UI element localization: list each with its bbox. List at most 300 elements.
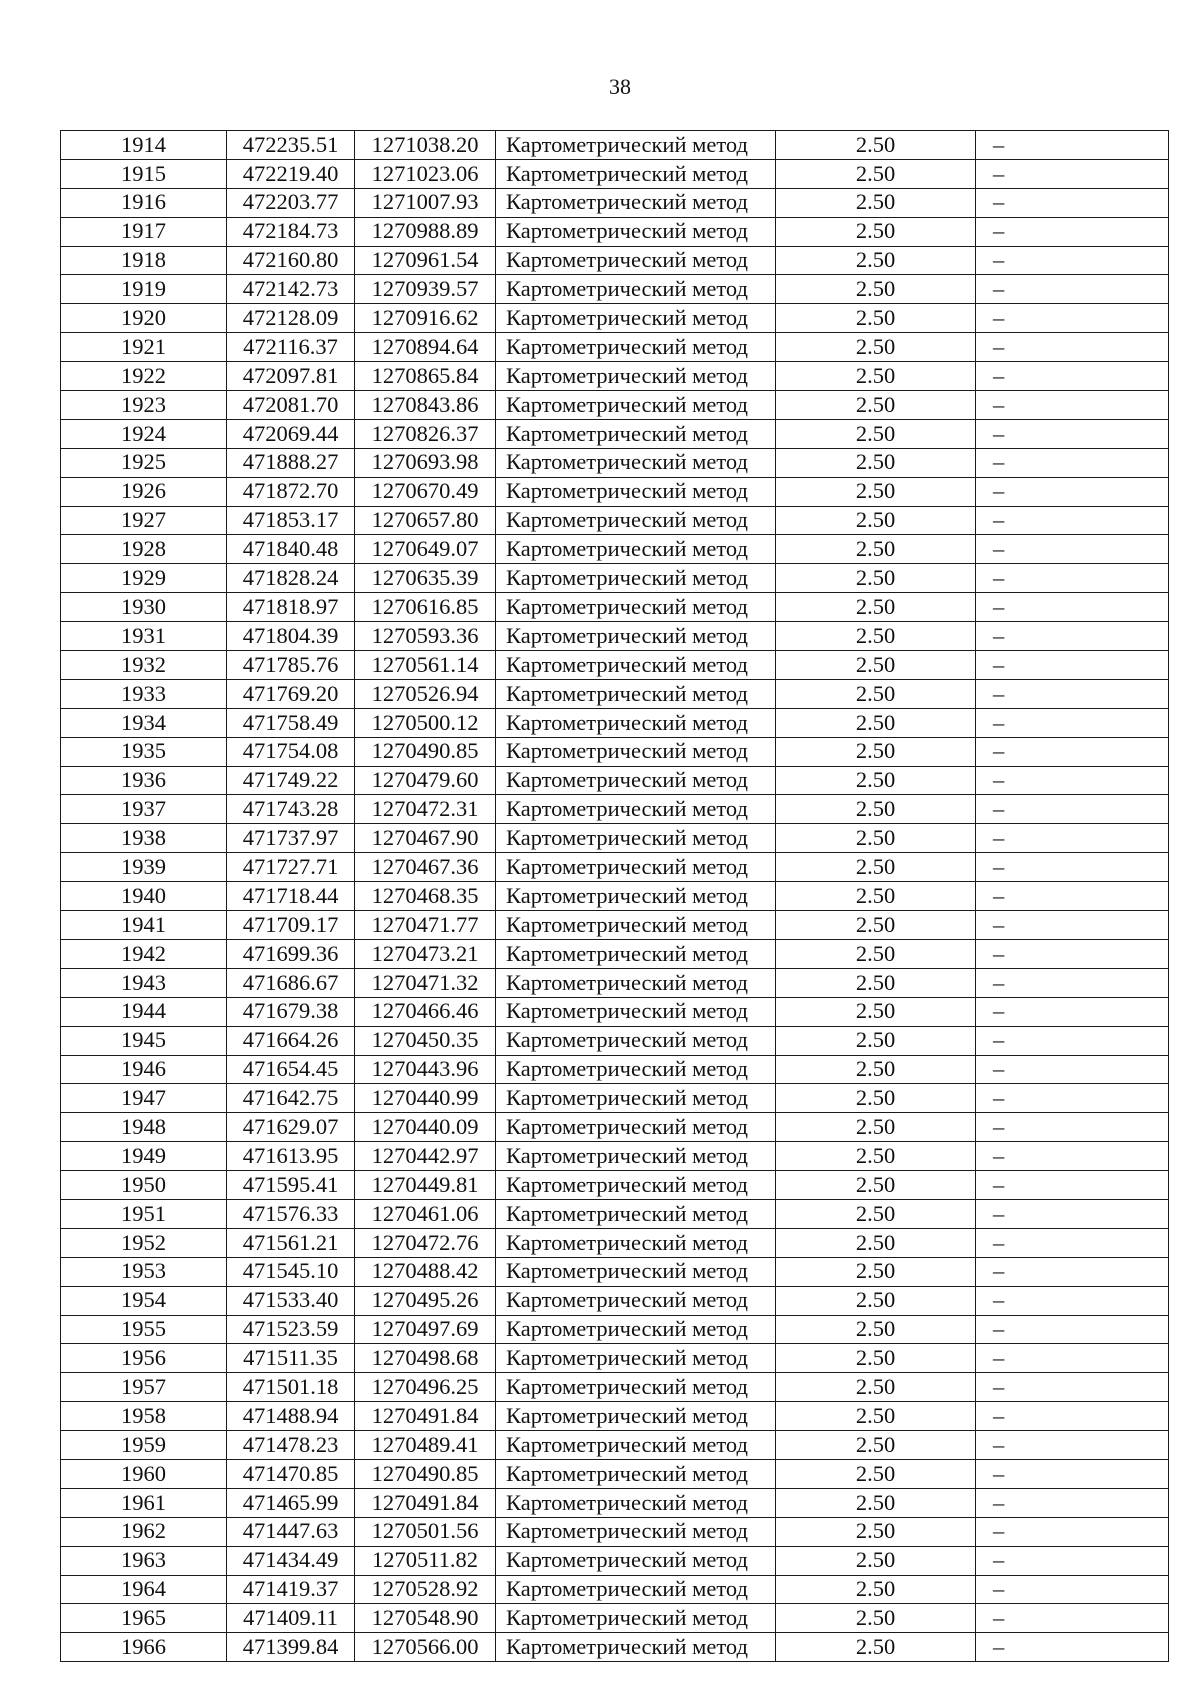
point-number-cell: 1965 — [61, 1604, 227, 1633]
method-cell: Картометрический метод — [496, 1113, 776, 1142]
note-cell: – — [976, 1517, 1169, 1546]
table-row — [61, 275, 1169, 304]
method-cell: Картометрический метод — [496, 911, 776, 940]
note-cell: – — [976, 1171, 1169, 1200]
point-number-cell: 1937 — [61, 795, 227, 824]
accuracy-cell: 2.50 — [776, 766, 976, 795]
x-coordinate-cell: 471629.07 — [227, 1113, 355, 1142]
y-coordinate-cell: 1270526.94 — [355, 679, 496, 708]
accuracy-cell: 2.50 — [776, 217, 976, 246]
method-cell: Картометрический метод — [496, 651, 776, 680]
method-cell: Картометрический метод — [496, 362, 776, 391]
method-cell: Картометрический метод — [496, 1142, 776, 1171]
note-cell: – — [976, 477, 1169, 506]
method-cell: Картометрический метод — [496, 1055, 776, 1084]
note-cell: – — [976, 1373, 1169, 1402]
note-cell: – — [976, 506, 1169, 535]
accuracy-cell: 2.50 — [776, 1517, 976, 1546]
method-cell: Картометрический метод — [496, 1517, 776, 1546]
x-coordinate-cell: 472184.73 — [227, 217, 355, 246]
accuracy-cell: 2.50 — [776, 651, 976, 680]
accuracy-cell: 2.50 — [776, 1546, 976, 1575]
note-cell: – — [976, 1344, 1169, 1373]
y-coordinate-cell: 1270472.76 — [355, 1228, 496, 1257]
y-coordinate-cell: 1270939.57 — [355, 275, 496, 304]
table-row — [61, 1546, 1169, 1575]
y-coordinate-cell: 1270670.49 — [355, 477, 496, 506]
x-coordinate-cell: 471478.23 — [227, 1431, 355, 1460]
table-row — [61, 246, 1169, 275]
accuracy-cell: 2.50 — [776, 737, 976, 766]
note-cell: – — [976, 997, 1169, 1026]
accuracy-cell: 2.50 — [776, 1171, 976, 1200]
y-coordinate-cell: 1270498.68 — [355, 1344, 496, 1373]
y-coordinate-cell: 1270473.21 — [355, 939, 496, 968]
method-cell: Картометрический метод — [496, 766, 776, 795]
accuracy-cell: 2.50 — [776, 1286, 976, 1315]
x-coordinate-cell: 471523.59 — [227, 1315, 355, 1344]
y-coordinate-cell: 1270471.77 — [355, 911, 496, 940]
y-coordinate-cell: 1270491.84 — [355, 1488, 496, 1517]
table-row — [61, 766, 1169, 795]
note-cell: – — [976, 593, 1169, 622]
x-coordinate-cell: 471561.21 — [227, 1228, 355, 1257]
table-row — [61, 853, 1169, 882]
method-cell: Картометрический метод — [496, 679, 776, 708]
table-row — [61, 1113, 1169, 1142]
note-cell: – — [976, 246, 1169, 275]
point-number-cell: 1927 — [61, 506, 227, 535]
x-coordinate-cell: 471399.84 — [227, 1633, 355, 1662]
note-cell: – — [976, 564, 1169, 593]
table-row — [61, 1055, 1169, 1084]
method-cell: Картометрический метод — [496, 593, 776, 622]
point-number-cell: 1917 — [61, 217, 227, 246]
note-cell: – — [976, 1459, 1169, 1488]
y-coordinate-cell: 1270961.54 — [355, 246, 496, 275]
note-cell: – — [976, 333, 1169, 362]
point-number-cell: 1918 — [61, 246, 227, 275]
note-cell: – — [976, 1431, 1169, 1460]
table-row — [61, 333, 1169, 362]
x-coordinate-cell: 471664.26 — [227, 1026, 355, 1055]
point-number-cell: 1954 — [61, 1286, 227, 1315]
y-coordinate-cell: 1270490.85 — [355, 737, 496, 766]
note-cell: – — [976, 1575, 1169, 1604]
y-coordinate-cell: 1270894.64 — [355, 333, 496, 362]
method-cell: Картометрический метод — [496, 217, 776, 246]
y-coordinate-cell: 1270495.26 — [355, 1286, 496, 1315]
x-coordinate-cell: 472235.51 — [227, 131, 355, 160]
table-row — [61, 1402, 1169, 1431]
method-cell: Картометрический метод — [496, 1286, 776, 1315]
accuracy-cell: 2.50 — [776, 159, 976, 188]
x-coordinate-cell: 471727.71 — [227, 853, 355, 882]
y-coordinate-cell: 1270657.80 — [355, 506, 496, 535]
accuracy-cell: 2.50 — [776, 1431, 976, 1460]
table-row — [61, 651, 1169, 680]
method-cell: Картометрический метод — [496, 535, 776, 564]
note-cell: – — [976, 1402, 1169, 1431]
method-cell: Картометрический метод — [496, 1431, 776, 1460]
method-cell: Картометрический метод — [496, 1402, 776, 1431]
table-row — [61, 1257, 1169, 1286]
method-cell: Картометрический метод — [496, 1459, 776, 1488]
y-coordinate-cell: 1270467.36 — [355, 853, 496, 882]
accuracy-cell: 2.50 — [776, 419, 976, 448]
point-number-cell: 1916 — [61, 188, 227, 217]
x-coordinate-cell: 471654.45 — [227, 1055, 355, 1084]
table-row — [61, 1431, 1169, 1460]
y-coordinate-cell: 1270450.35 — [355, 1026, 496, 1055]
y-coordinate-cell: 1270496.25 — [355, 1373, 496, 1402]
y-coordinate-cell: 1271007.93 — [355, 188, 496, 217]
note-cell: – — [976, 795, 1169, 824]
x-coordinate-cell: 472142.73 — [227, 275, 355, 304]
x-coordinate-cell: 471769.20 — [227, 679, 355, 708]
method-cell: Картометрический метод — [496, 333, 776, 362]
x-coordinate-cell: 471754.08 — [227, 737, 355, 766]
x-coordinate-cell: 472116.37 — [227, 333, 355, 362]
x-coordinate-cell: 471840.48 — [227, 535, 355, 564]
method-cell: Картометрический метод — [496, 1575, 776, 1604]
y-coordinate-cell: 1270443.96 — [355, 1055, 496, 1084]
table-row — [61, 737, 1169, 766]
x-coordinate-cell: 471409.11 — [227, 1604, 355, 1633]
method-cell: Картометрический метод — [496, 477, 776, 506]
table-row — [61, 968, 1169, 997]
method-cell: Картометрический метод — [496, 1633, 776, 1662]
point-number-cell: 1914 — [61, 131, 227, 160]
accuracy-cell: 2.50 — [776, 477, 976, 506]
accuracy-cell: 2.50 — [776, 882, 976, 911]
point-number-cell: 1956 — [61, 1344, 227, 1373]
method-cell: Картометрический метод — [496, 708, 776, 737]
method-cell: Картометрический метод — [496, 824, 776, 853]
y-coordinate-cell: 1270566.00 — [355, 1633, 496, 1662]
table-row — [61, 1575, 1169, 1604]
y-coordinate-cell: 1270511.82 — [355, 1546, 496, 1575]
x-coordinate-cell: 471686.67 — [227, 968, 355, 997]
x-coordinate-cell: 471872.70 — [227, 477, 355, 506]
point-number-cell: 1921 — [61, 333, 227, 362]
point-number-cell: 1962 — [61, 1517, 227, 1546]
table-row — [61, 535, 1169, 564]
accuracy-cell: 2.50 — [776, 968, 976, 997]
x-coordinate-cell: 471595.41 — [227, 1171, 355, 1200]
x-coordinate-cell: 472069.44 — [227, 419, 355, 448]
table-row — [61, 1171, 1169, 1200]
x-coordinate-cell: 471447.63 — [227, 1517, 355, 1546]
point-number-cell: 1940 — [61, 882, 227, 911]
point-number-cell: 1932 — [61, 651, 227, 680]
coordinates-table-body — [61, 131, 1169, 1662]
method-cell: Картометрический метод — [496, 997, 776, 1026]
table-row — [61, 939, 1169, 968]
accuracy-cell: 2.50 — [776, 853, 976, 882]
note-cell: – — [976, 1633, 1169, 1662]
method-cell: Картометрический метод — [496, 737, 776, 766]
table-row — [61, 1142, 1169, 1171]
method-cell: Картометрический метод — [496, 448, 776, 477]
note-cell: – — [976, 159, 1169, 188]
y-coordinate-cell: 1270988.89 — [355, 217, 496, 246]
accuracy-cell: 2.50 — [776, 1459, 976, 1488]
table-row — [61, 1633, 1169, 1662]
table-row — [61, 1315, 1169, 1344]
accuracy-cell: 2.50 — [776, 1257, 976, 1286]
table-row — [61, 188, 1169, 217]
note-cell: – — [976, 882, 1169, 911]
note-cell: – — [976, 1113, 1169, 1142]
y-coordinate-cell: 1270865.84 — [355, 362, 496, 391]
table-row — [61, 217, 1169, 246]
point-number-cell: 1959 — [61, 1431, 227, 1460]
accuracy-cell: 2.50 — [776, 1113, 976, 1142]
table-row — [61, 564, 1169, 593]
note-cell: – — [976, 304, 1169, 333]
x-coordinate-cell: 471718.44 — [227, 882, 355, 911]
x-coordinate-cell: 471419.37 — [227, 1575, 355, 1604]
accuracy-cell: 2.50 — [776, 188, 976, 217]
x-coordinate-cell: 471642.75 — [227, 1084, 355, 1113]
point-number-cell: 1963 — [61, 1546, 227, 1575]
point-number-cell: 1953 — [61, 1257, 227, 1286]
note-cell: – — [976, 708, 1169, 737]
accuracy-cell: 2.50 — [776, 911, 976, 940]
y-coordinate-cell: 1270635.39 — [355, 564, 496, 593]
note-cell: – — [976, 679, 1169, 708]
table-row — [61, 1488, 1169, 1517]
y-coordinate-cell: 1270497.69 — [355, 1315, 496, 1344]
x-coordinate-cell: 471758.49 — [227, 708, 355, 737]
method-cell: Картометрический метод — [496, 391, 776, 420]
x-coordinate-cell: 471743.28 — [227, 795, 355, 824]
accuracy-cell: 2.50 — [776, 564, 976, 593]
x-coordinate-cell: 471434.49 — [227, 1546, 355, 1575]
accuracy-cell: 2.50 — [776, 448, 976, 477]
method-cell: Картометрический метод — [496, 1026, 776, 1055]
note-cell: – — [976, 651, 1169, 680]
method-cell: Картометрический метод — [496, 1604, 776, 1633]
x-coordinate-cell: 472219.40 — [227, 159, 355, 188]
table-row — [61, 882, 1169, 911]
method-cell: Картометрический метод — [496, 564, 776, 593]
method-cell: Картометрический метод — [496, 622, 776, 651]
accuracy-cell: 2.50 — [776, 1026, 976, 1055]
note-cell: – — [976, 968, 1169, 997]
point-number-cell: 1920 — [61, 304, 227, 333]
coordinates-table — [60, 130, 1169, 1662]
table-row — [61, 1517, 1169, 1546]
accuracy-cell: 2.50 — [776, 506, 976, 535]
point-number-cell: 1966 — [61, 1633, 227, 1662]
x-coordinate-cell: 471888.27 — [227, 448, 355, 477]
method-cell: Картометрический метод — [496, 1257, 776, 1286]
method-cell: Картометрический метод — [496, 1084, 776, 1113]
accuracy-cell: 2.50 — [776, 1402, 976, 1431]
x-coordinate-cell: 471576.33 — [227, 1199, 355, 1228]
x-coordinate-cell: 472128.09 — [227, 304, 355, 333]
table-row — [61, 477, 1169, 506]
y-coordinate-cell: 1271023.06 — [355, 159, 496, 188]
point-number-cell: 1915 — [61, 159, 227, 188]
point-number-cell: 1952 — [61, 1228, 227, 1257]
x-coordinate-cell: 471679.38 — [227, 997, 355, 1026]
method-cell: Картометрический метод — [496, 882, 776, 911]
note-cell: – — [976, 131, 1169, 160]
note-cell: – — [976, 1055, 1169, 1084]
note-cell: – — [976, 824, 1169, 853]
accuracy-cell: 2.50 — [776, 246, 976, 275]
note-cell: – — [976, 391, 1169, 420]
table-row — [61, 131, 1169, 160]
table-row — [61, 997, 1169, 1026]
x-coordinate-cell: 471804.39 — [227, 622, 355, 651]
accuracy-cell: 2.50 — [776, 535, 976, 564]
method-cell: Картометрический метод — [496, 1199, 776, 1228]
note-cell: – — [976, 911, 1169, 940]
note-cell: – — [976, 1315, 1169, 1344]
y-coordinate-cell: 1270472.31 — [355, 795, 496, 824]
method-cell: Картометрический метод — [496, 853, 776, 882]
note-cell: – — [976, 1257, 1169, 1286]
accuracy-cell: 2.50 — [776, 1055, 976, 1084]
accuracy-cell: 2.50 — [776, 1199, 976, 1228]
note-cell: – — [976, 737, 1169, 766]
accuracy-cell: 2.50 — [776, 1142, 976, 1171]
y-coordinate-cell: 1270490.85 — [355, 1459, 496, 1488]
note-cell: – — [976, 275, 1169, 304]
table-row — [61, 362, 1169, 391]
note-cell: – — [976, 419, 1169, 448]
method-cell: Картометрический метод — [496, 131, 776, 160]
table-row — [61, 159, 1169, 188]
point-number-cell: 1955 — [61, 1315, 227, 1344]
point-number-cell: 1939 — [61, 853, 227, 882]
x-coordinate-cell: 472097.81 — [227, 362, 355, 391]
method-cell: Картометрический метод — [496, 159, 776, 188]
point-number-cell: 1949 — [61, 1142, 227, 1171]
note-cell: – — [976, 622, 1169, 651]
note-cell: – — [976, 535, 1169, 564]
point-number-cell: 1946 — [61, 1055, 227, 1084]
point-number-cell: 1934 — [61, 708, 227, 737]
accuracy-cell: 2.50 — [776, 622, 976, 651]
note-cell: – — [976, 1546, 1169, 1575]
table-row — [61, 622, 1169, 651]
table-row — [61, 304, 1169, 333]
x-coordinate-cell: 472081.70 — [227, 391, 355, 420]
y-coordinate-cell: 1270561.14 — [355, 651, 496, 680]
x-coordinate-cell: 471785.76 — [227, 651, 355, 680]
table-row — [61, 1604, 1169, 1633]
y-coordinate-cell: 1270466.46 — [355, 997, 496, 1026]
y-coordinate-cell: 1270501.56 — [355, 1517, 496, 1546]
table-row — [61, 795, 1169, 824]
method-cell: Картометрический метод — [496, 968, 776, 997]
point-number-cell: 1941 — [61, 911, 227, 940]
note-cell: – — [976, 1488, 1169, 1517]
table-row — [61, 1084, 1169, 1113]
point-number-cell: 1947 — [61, 1084, 227, 1113]
accuracy-cell: 2.50 — [776, 708, 976, 737]
table-row — [61, 1228, 1169, 1257]
point-number-cell: 1951 — [61, 1199, 227, 1228]
table-row — [61, 708, 1169, 737]
point-number-cell: 1928 — [61, 535, 227, 564]
y-coordinate-cell: 1270593.36 — [355, 622, 496, 651]
x-coordinate-cell: 471853.17 — [227, 506, 355, 535]
table-row — [61, 448, 1169, 477]
x-coordinate-cell: 471737.97 — [227, 824, 355, 853]
point-number-cell: 1936 — [61, 766, 227, 795]
accuracy-cell: 2.50 — [776, 593, 976, 622]
note-cell: – — [976, 188, 1169, 217]
x-coordinate-cell: 471511.35 — [227, 1344, 355, 1373]
accuracy-cell: 2.50 — [776, 1084, 976, 1113]
table-row — [61, 911, 1169, 940]
y-coordinate-cell: 1270468.35 — [355, 882, 496, 911]
note-cell: – — [976, 1142, 1169, 1171]
y-coordinate-cell: 1270548.90 — [355, 1604, 496, 1633]
accuracy-cell: 2.50 — [776, 391, 976, 420]
y-coordinate-cell: 1270528.92 — [355, 1575, 496, 1604]
note-cell: – — [976, 1084, 1169, 1113]
table-row — [61, 391, 1169, 420]
accuracy-cell: 2.50 — [776, 824, 976, 853]
y-coordinate-cell: 1270916.62 — [355, 304, 496, 333]
x-coordinate-cell: 471749.22 — [227, 766, 355, 795]
y-coordinate-cell: 1270440.09 — [355, 1113, 496, 1142]
x-coordinate-cell: 471818.97 — [227, 593, 355, 622]
y-coordinate-cell: 1270616.85 — [355, 593, 496, 622]
point-number-cell: 1964 — [61, 1575, 227, 1604]
table-row — [61, 1373, 1169, 1402]
table-row — [61, 506, 1169, 535]
y-coordinate-cell: 1270440.99 — [355, 1084, 496, 1113]
y-coordinate-cell: 1270488.42 — [355, 1257, 496, 1286]
accuracy-cell: 2.50 — [776, 939, 976, 968]
note-cell: – — [976, 1604, 1169, 1633]
note-cell: – — [976, 1286, 1169, 1315]
point-number-cell: 1957 — [61, 1373, 227, 1402]
method-cell: Картометрический метод — [496, 246, 776, 275]
table-row — [61, 1459, 1169, 1488]
method-cell: Картометрический метод — [496, 506, 776, 535]
accuracy-cell: 2.50 — [776, 1488, 976, 1517]
accuracy-cell: 2.50 — [776, 304, 976, 333]
method-cell: Картометрический метод — [496, 795, 776, 824]
point-number-cell: 1924 — [61, 419, 227, 448]
note-cell: – — [976, 939, 1169, 968]
point-number-cell: 1945 — [61, 1026, 227, 1055]
method-cell: Картометрический метод — [496, 1344, 776, 1373]
point-number-cell: 1933 — [61, 679, 227, 708]
method-cell: Картометрический метод — [496, 1315, 776, 1344]
method-cell: Картометрический метод — [496, 1228, 776, 1257]
y-coordinate-cell: 1270467.90 — [355, 824, 496, 853]
accuracy-cell: 2.50 — [776, 997, 976, 1026]
y-coordinate-cell: 1270471.32 — [355, 968, 496, 997]
point-number-cell: 1925 — [61, 448, 227, 477]
table-row — [61, 1199, 1169, 1228]
accuracy-cell: 2.50 — [776, 1344, 976, 1373]
point-number-cell: 1958 — [61, 1402, 227, 1431]
accuracy-cell: 2.50 — [776, 679, 976, 708]
method-cell: Картометрический метод — [496, 1546, 776, 1575]
note-cell: – — [976, 766, 1169, 795]
